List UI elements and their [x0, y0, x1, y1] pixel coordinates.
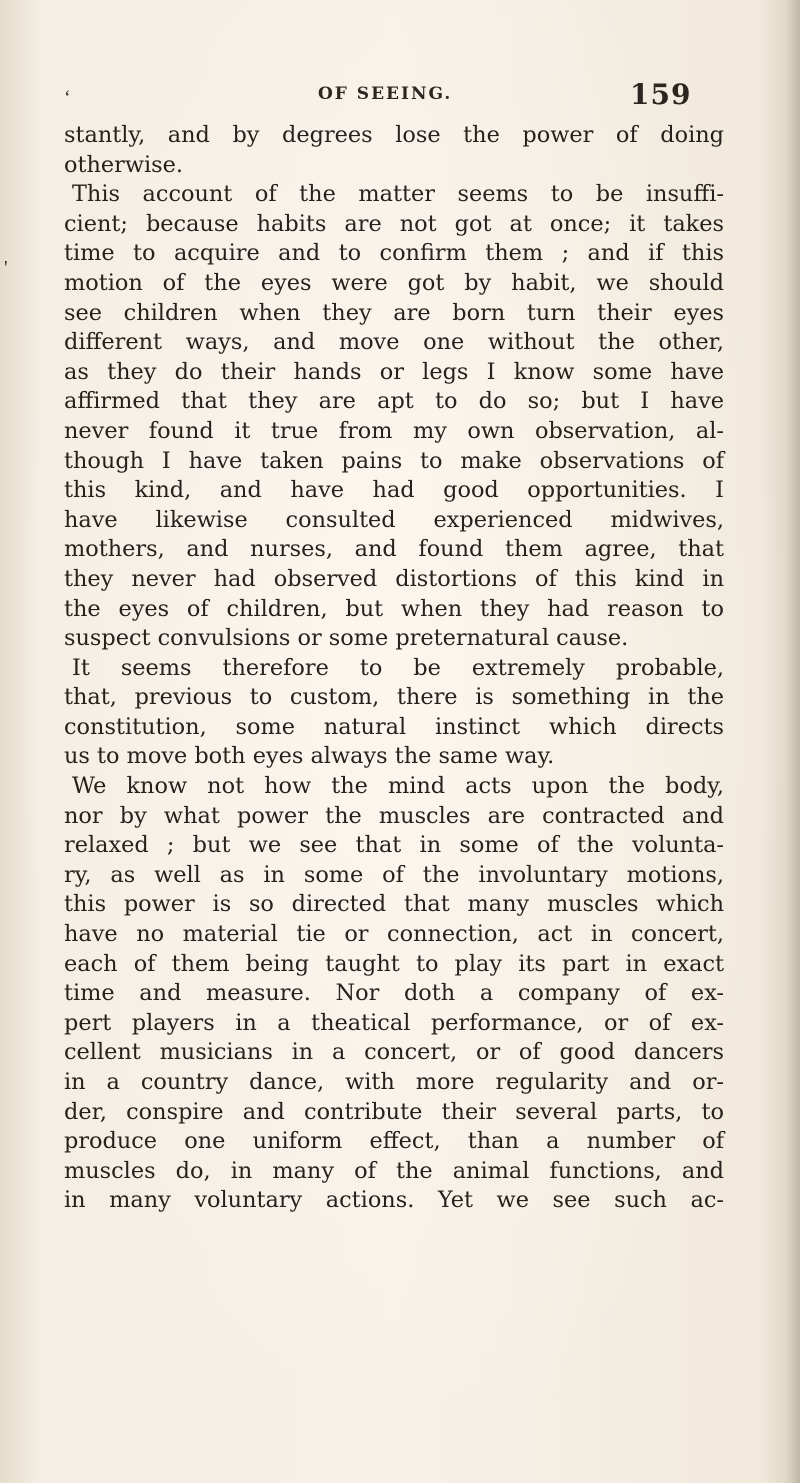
text-line: cellent musicians in a concert, or of good dancers [64, 1039, 724, 1066]
text-line: stantly, and by degrees lose the power of doing [64, 122, 724, 148]
running-title: OF SEEING. [318, 84, 453, 104]
text-line: have no material tie or connection, act in concert, [64, 921, 724, 948]
page-number: 159 [630, 78, 692, 111]
text-line: though I have taken pains to make observations of [64, 447, 724, 474]
text-line: have likewise consulted experienced midwives, [64, 506, 724, 533]
text-line: different ways, and move one without the other, [64, 329, 724, 356]
page-edge-shadow [786, 0, 800, 1483]
text-line: time to acquire and to confirm them ; and if this [64, 240, 724, 267]
text-line: this power is so directed that many muscles which [64, 891, 724, 918]
text-line: this kind, and have had good opportunities. I [64, 477, 724, 504]
text-line: us to move both eyes always the same way. [64, 743, 555, 770]
text-line: mothers, and nurses, and found them agree, that [64, 536, 724, 563]
text-line: This account of the matter seems to be insuffi- [72, 181, 724, 208]
text-line: they never had observed distortions of this kind in [64, 565, 724, 592]
text-line: cient; because habits are not got at once; it takes [64, 210, 724, 237]
text-line: It seems therefore to be extremely probable, [72, 654, 724, 681]
text-line: pert players in a theatical performance, or of ex- [64, 1009, 724, 1036]
text-line: We know not how the mind acts upon the body, [72, 773, 724, 800]
margin-mark-mid: ' [4, 257, 8, 279]
margin-mark-top: ‘ [64, 87, 71, 109]
text-line: see children when they are born turn their eyes [64, 299, 724, 326]
text-line: relaxed ; but we see that in some of the volunta- [64, 832, 724, 859]
text-line: that, previous to custom, there is something in the [64, 684, 724, 711]
text-line: in many voluntary actions. Yet we see such ac- [64, 1187, 724, 1214]
text-line: otherwise. [64, 151, 184, 178]
text-line: ry, as well as in some of the involuntary motions, [64, 861, 724, 888]
running-head [0, 78, 800, 118]
text-line: each of them being taught to play its part in exact [64, 950, 724, 977]
text-line: der, conspire and contribute their several parts, to [64, 1098, 724, 1125]
text-line: as they do their hands or legs I know some have [64, 358, 724, 385]
text-line: never found it true from my own observation, al- [64, 417, 724, 444]
text-line: time and measure. Nor doth a company of ex- [64, 980, 724, 1007]
text-line: affirmed that they are apt to do so; but I have [64, 388, 724, 415]
text-line: motion of the eyes were got by habit, we should [64, 269, 724, 296]
text-line: muscles do, in many of the animal functions, and [64, 1157, 724, 1184]
text-line: in a country dance, with more regularity and or- [64, 1069, 724, 1095]
text-line: suspect convulsions or some preternatural cause. [64, 625, 629, 652]
body-text [64, 121, 724, 1216]
text-line: produce one uniform effect, than a number of [64, 1128, 724, 1155]
text-line: constitution, some natural instinct which directs [64, 713, 724, 740]
text-line: nor by what power the muscles are contracted and [64, 802, 724, 829]
text-line: the eyes of children, but when they had reason to [64, 595, 724, 622]
